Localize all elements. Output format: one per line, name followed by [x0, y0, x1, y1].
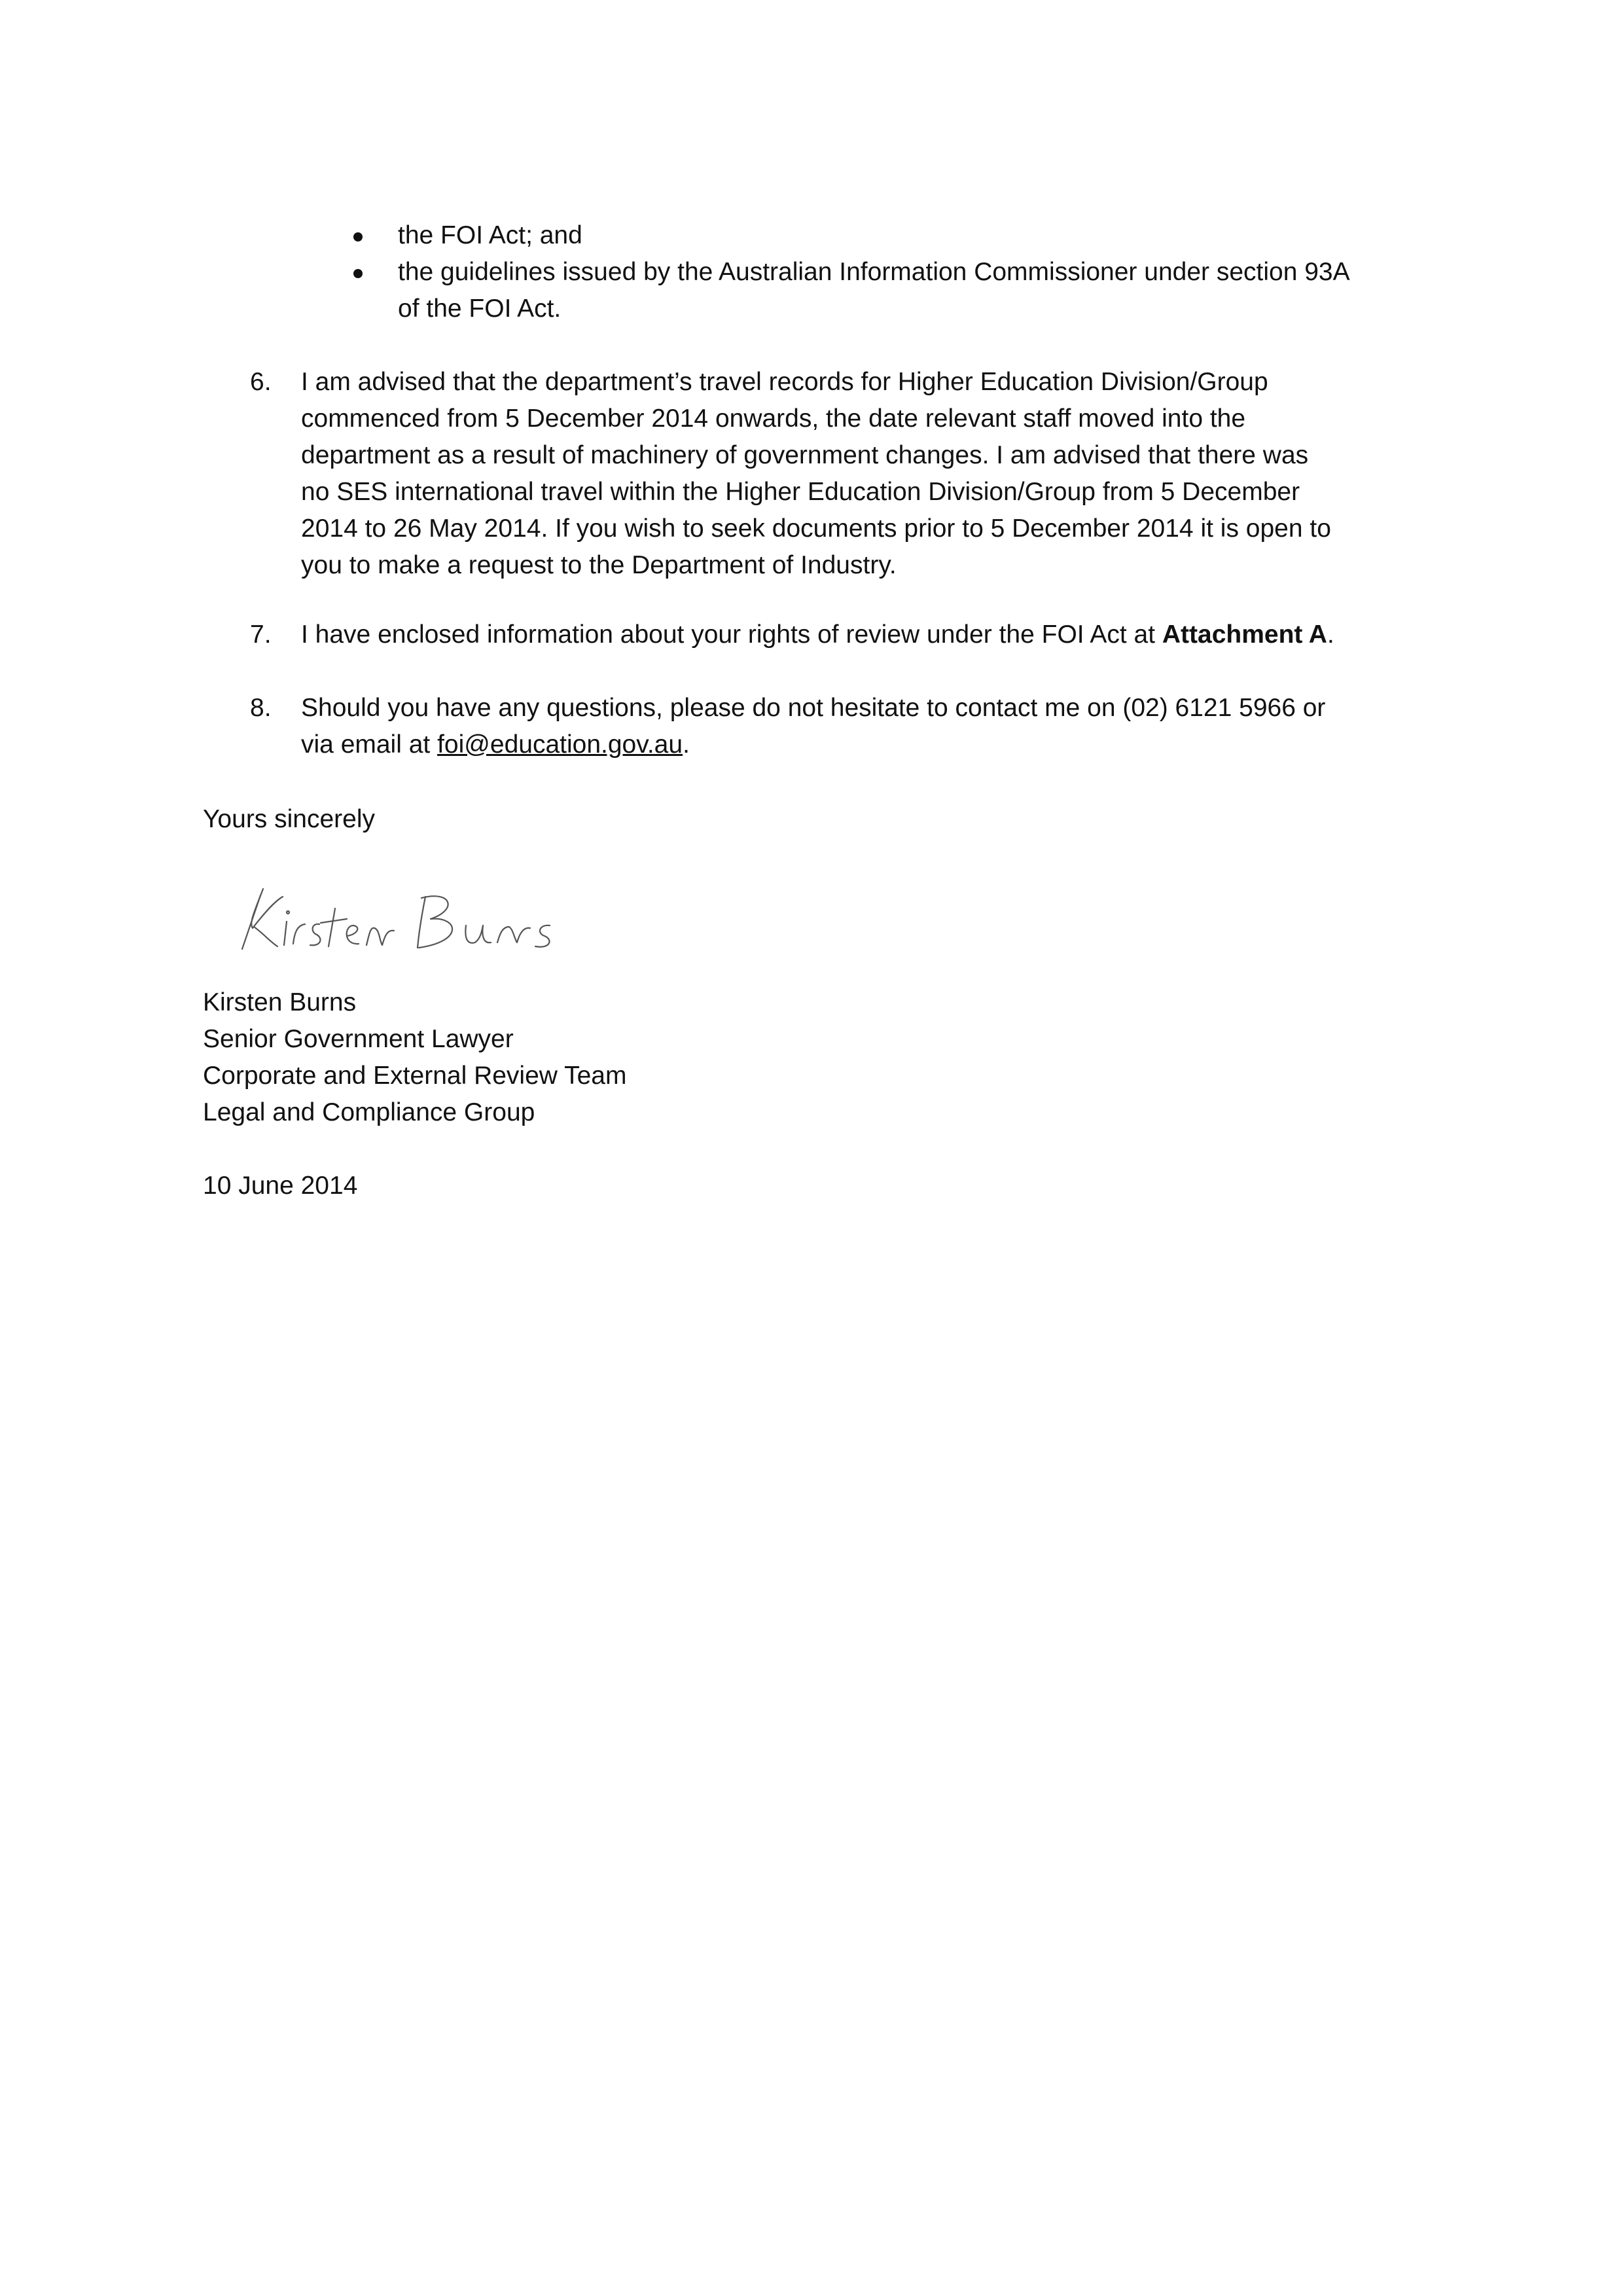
paragraph-body — [301, 690, 1325, 763]
paragraph-body — [301, 617, 1334, 653]
paragraph-line: no SES international travel within the Higher Education Division/Group from 5 December — [301, 478, 1300, 506]
signatory-team: Corporate and External Review Team — [203, 1062, 627, 1090]
signatory-name: Kirsten Burns — [203, 988, 357, 1016]
bullet-text: the FOI Act; and — [398, 221, 582, 249]
letter-date: 10 June 2014 — [203, 1172, 358, 1200]
signatory-title: Senior Government Lawyer — [203, 1025, 514, 1053]
bullet-text-line: of the FOI Act. — [398, 295, 562, 323]
paragraph-punctuation: . — [683, 730, 690, 759]
signatory-block — [203, 984, 626, 1131]
bullet-list — [353, 217, 1350, 327]
handwritten-signature — [223, 870, 589, 969]
paragraph-number: 8. — [250, 694, 272, 722]
bullet-item — [353, 254, 1350, 327]
paragraph-line: I am advised that the department’s travel records for Higher Education Division/Group — [301, 368, 1268, 396]
closing-salutation: Yours sincerely — [203, 805, 376, 833]
paragraph-punctuation: . — [1327, 620, 1334, 649]
paragraph-line: 2014 to 26 May 2014. If you wish to seek documents prior to 5 December 2014 it is open to — [301, 514, 1331, 543]
paragraph-line: commenced from 5 December 2014 onwards, the date relevant staff moved into the — [301, 404, 1246, 433]
bullet-dot-icon — [353, 269, 363, 278]
email-link[interactable]: foi@education.gov.au — [437, 730, 683, 759]
paragraph-line: you to make a request to the Department of Industry. — [301, 551, 897, 579]
paragraph-number: 7. — [250, 620, 272, 649]
paragraph-body — [301, 364, 1331, 584]
bullet-text-line: the guidelines issued by the Australian Information Commissioner under section 93A — [398, 258, 1350, 286]
bullet-dot-icon — [353, 232, 363, 242]
paragraph-line: department as a result of machinery of government changes. I am advised that there was — [301, 441, 1309, 469]
paragraph-line — [301, 726, 1325, 763]
paragraph-line: Should you have any questions, please do not hesitate to contact me on (02) 6121 5966 or — [301, 694, 1326, 722]
attachment-reference: Attachment A — [1162, 620, 1327, 649]
paragraph-text: via email at — [301, 730, 438, 759]
bullet-item — [353, 217, 1350, 254]
paragraph-number: 6. — [250, 368, 272, 396]
signatory-group: Legal and Compliance Group — [203, 1098, 535, 1126]
paragraph-text: I have enclosed information about your rights of review under the FOI Act at — [301, 620, 1162, 649]
